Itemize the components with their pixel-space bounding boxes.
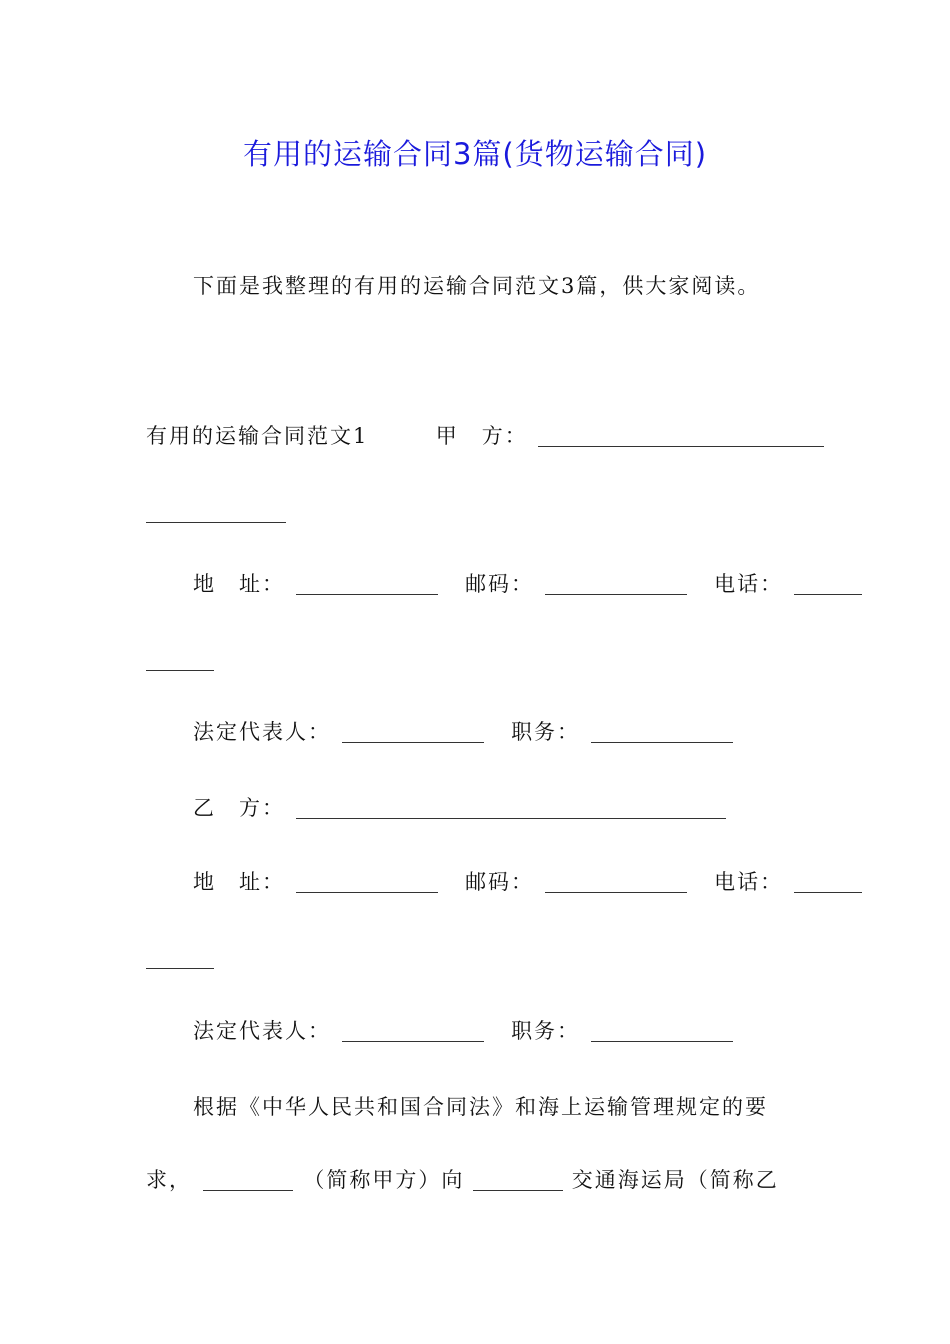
party-a-address-label: 地 址： — [193, 572, 285, 596]
party-a-short-field[interactable] — [203, 1170, 293, 1191]
party-b-position-field[interactable] — [591, 1021, 733, 1042]
party-a-label: 甲 方： — [435, 424, 528, 448]
party-a-rep-label: 法定代表人： — [193, 720, 331, 744]
party-b-rep-line — [193, 1016, 735, 1046]
party-a-rep-line — [193, 717, 735, 747]
party-a-rep-field[interactable] — [342, 722, 484, 743]
intro-paragraph: 下面是我整理的有用的运输合同范文3篇，供大家阅读。 — [193, 274, 761, 298]
party-b-position-label: 职务： — [511, 1019, 581, 1043]
party-a-address-line — [193, 569, 864, 599]
party-b-phone-cont — [146, 943, 214, 973]
body-line-2-end: 交通海运局（简称乙 — [571, 1168, 779, 1192]
party-a-postcode-field[interactable] — [545, 574, 687, 595]
party-a-name-field[interactable] — [538, 426, 824, 447]
body-line-2 — [146, 1165, 779, 1195]
party-a-address-field[interactable] — [296, 574, 438, 595]
party-b-rep-field[interactable] — [342, 1021, 484, 1042]
party-b-address-line — [193, 867, 864, 897]
party-a-line — [146, 421, 826, 451]
party-b-phone-field[interactable] — [794, 872, 862, 893]
party-b-postcode-label: 邮码： — [465, 870, 535, 894]
party-b-rep-label: 法定代表人： — [193, 1019, 331, 1043]
party-a-position-field[interactable] — [591, 722, 733, 743]
party-a-phone-label: 电话： — [714, 572, 784, 596]
sample-heading: 有用的运输合同范文1 — [146, 424, 369, 448]
party-b-address-field[interactable] — [296, 872, 438, 893]
bureau-name-field[interactable] — [473, 1170, 563, 1191]
party-a-phone-field-continuation[interactable] — [146, 650, 214, 671]
document-title: 有用的运输合同3篇(货物运输合同) — [242, 137, 708, 171]
party-a-phone-cont — [146, 645, 214, 675]
party-b-postcode-field[interactable] — [545, 872, 687, 893]
party-a-phone-field[interactable] — [794, 574, 862, 595]
party-b-name-field[interactable] — [296, 798, 726, 819]
party-b-phone-label: 电话： — [714, 870, 784, 894]
party-b-phone-field-continuation[interactable] — [146, 948, 214, 969]
party-a-position-label: 职务： — [511, 720, 581, 744]
party-b-line — [193, 793, 728, 823]
body-line-1: 根据《中华人民共和国合同法》和海上运输管理规定的要 — [193, 1095, 768, 1119]
party-a-name-field-cont — [146, 497, 286, 527]
body-line-2-mid: （简称甲方）向 — [303, 1168, 465, 1192]
party-b-label: 乙 方： — [193, 796, 285, 820]
party-a-name-field-continuation[interactable] — [146, 502, 286, 523]
party-b-address-label: 地 址： — [193, 870, 285, 894]
body-line-2-start: 求， — [146, 1168, 192, 1192]
party-a-postcode-label: 邮码： — [465, 572, 535, 596]
